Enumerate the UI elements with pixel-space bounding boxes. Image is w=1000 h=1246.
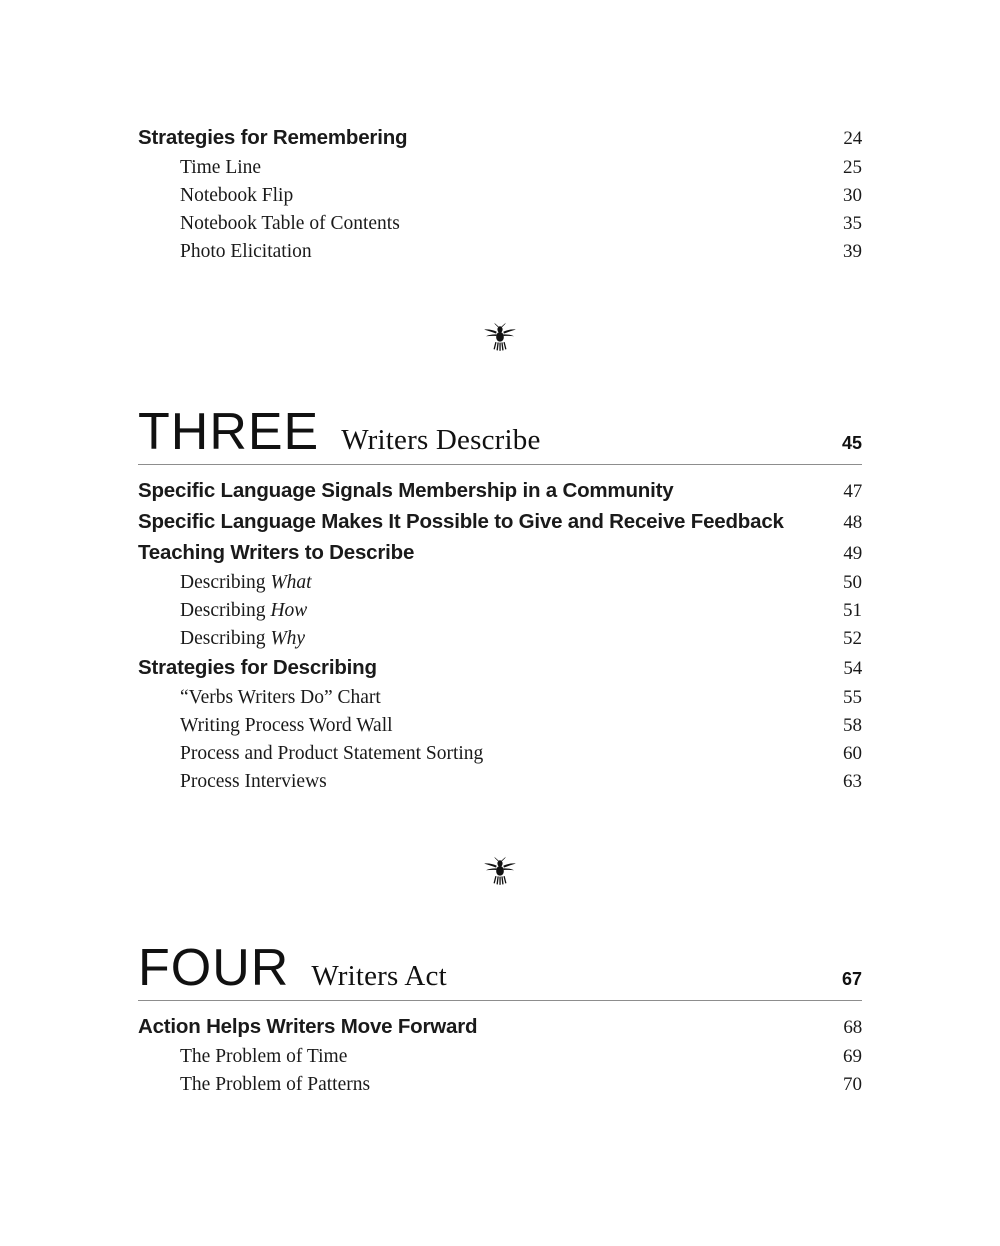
chapter-four: [138, 939, 862, 1096]
toc-entry-label: Photo Elicitation: [180, 241, 312, 262]
toc-entry-label: Writing Process Word Wall: [180, 715, 393, 736]
chapter-number: THREE: [138, 403, 320, 461]
toc-entry-label: Teaching Writers to Describe: [138, 541, 415, 564]
toc-entry-page: 70: [843, 1074, 862, 1095]
toc-entry-page: 35: [843, 213, 862, 234]
firefly-ornament: [138, 321, 862, 356]
toc-entry-sub[interactable]: [138, 600, 862, 622]
chapter-header[interactable]: [138, 939, 862, 1001]
toc-content: [138, 126, 862, 1102]
firefly-ornament: [138, 855, 862, 890]
toc-entry-page: 50: [843, 572, 862, 593]
chapter-header[interactable]: [138, 403, 862, 465]
toc-entry-heading[interactable]: [138, 479, 862, 503]
toc-entry-label: The Problem of Patterns: [180, 1074, 371, 1095]
toc-entry-label: Notebook Table of Contents: [180, 213, 400, 234]
chapter-number: FOUR: [138, 939, 290, 997]
toc-entry-label: “Verbs Writers Do” Chart: [180, 687, 381, 708]
toc-entry-heading[interactable]: [138, 126, 862, 150]
toc-entry-page: 63: [843, 771, 862, 792]
toc-entry-label: Describing Why: [180, 628, 306, 649]
toc-entry-sub[interactable]: [138, 687, 862, 709]
toc-entry-label: Action Helps Writers Move Forward: [138, 1015, 478, 1038]
toc-entry-sub[interactable]: [138, 628, 862, 650]
toc-entry-page: 69: [843, 1046, 862, 1067]
toc-entry-sub[interactable]: [138, 572, 862, 594]
toc-entry-page: 54: [843, 658, 862, 679]
toc-entry-page: 24: [843, 128, 862, 149]
toc-entry-sub[interactable]: [138, 1074, 862, 1096]
toc-entry-sub[interactable]: [138, 743, 862, 765]
chapter-page: 67: [841, 969, 862, 989]
toc-entry-label: Process Interviews: [180, 771, 327, 792]
toc-entry-page: 55: [843, 687, 862, 708]
toc-entry-page: 30: [843, 185, 862, 206]
toc-entry-sub[interactable]: [138, 771, 862, 793]
toc-entry-page: 25: [843, 157, 862, 178]
toc-entry-page: 49: [843, 543, 862, 564]
chapter-title: Writers Act: [311, 960, 447, 992]
chapter-page: 45: [841, 433, 862, 453]
toc-entry-label: Notebook Flip: [180, 185, 294, 206]
toc-entry-page: 58: [843, 715, 862, 736]
toc-entry-label: The Problem of Time: [180, 1046, 348, 1067]
toc-entry-emphasis: How: [270, 600, 308, 621]
toc-entry-page: 47: [843, 481, 862, 502]
toc-entry-page: 52: [843, 628, 862, 649]
toc-entry-label: Strategies for Describing: [138, 656, 377, 679]
toc-entry-emphasis: Why: [270, 628, 306, 649]
toc-entry-heading[interactable]: [138, 1015, 862, 1039]
toc-entry-label: Process and Product Statement Sorting: [180, 743, 484, 764]
toc-entry-label: Time Line: [180, 157, 262, 178]
toc-entry-page: 60: [843, 743, 862, 764]
toc-entry-sub[interactable]: [138, 241, 862, 263]
toc-entry-sub[interactable]: [138, 157, 862, 179]
toc-entry-sub[interactable]: [138, 213, 862, 235]
toc-section-continued: [138, 126, 862, 263]
toc-entry-page: 39: [843, 241, 862, 262]
toc-entry-label: Specific Language Signals Membership in a Community: [138, 479, 674, 502]
chapter-entries: [138, 479, 862, 793]
toc-entry-label: Specific Language Makes It Possible to Give and Receive Feedback: [138, 510, 784, 533]
toc-entry-emphasis: What: [270, 572, 312, 593]
toc-entry-page: 51: [843, 600, 862, 621]
toc-entry-sub[interactable]: [138, 1046, 862, 1068]
chapter-title: Writers Describe: [341, 424, 541, 456]
toc-entry-heading[interactable]: [138, 541, 862, 565]
toc-entry-page: 48: [843, 512, 862, 533]
chapter-three: [138, 403, 862, 793]
toc-entry-label: Strategies for Remembering: [138, 126, 408, 149]
toc-entry-heading[interactable]: [138, 510, 862, 534]
toc-entry-sub[interactable]: [138, 715, 862, 737]
toc-entry-heading[interactable]: [138, 656, 862, 680]
toc-entry-label: Describing What: [180, 572, 312, 593]
toc-entry-sub[interactable]: [138, 185, 862, 207]
toc-entry-page: 68: [843, 1017, 862, 1038]
toc-entry-label: Describing How: [180, 600, 308, 621]
chapter-entries: [138, 1015, 862, 1096]
